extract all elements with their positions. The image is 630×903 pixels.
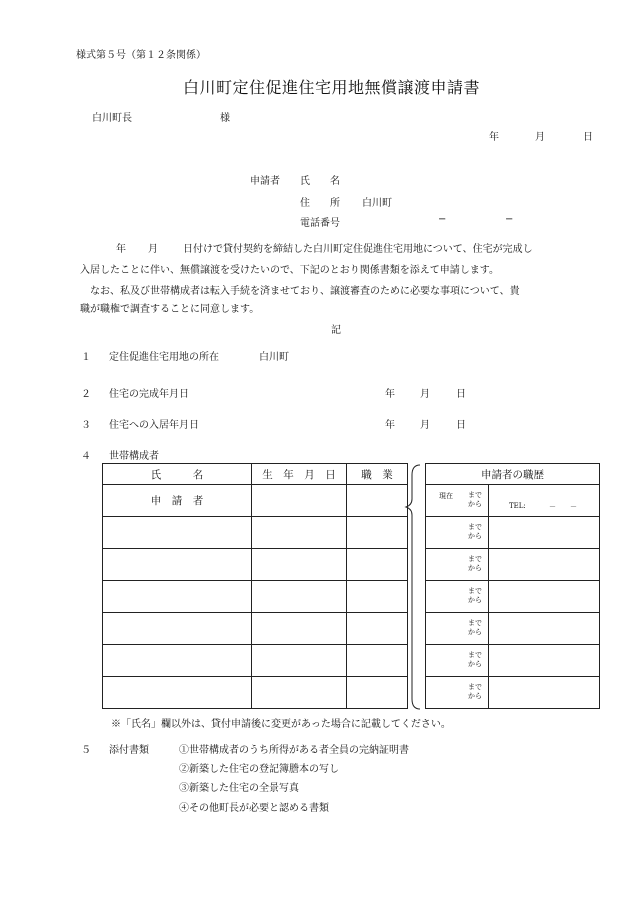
career-period-cell[interactable] (426, 677, 489, 709)
item-3-number: ３ (81, 420, 91, 431)
body-month: 月 (148, 244, 158, 255)
applicant-phone-label: 電話番号 (300, 218, 340, 229)
made-label: まで (468, 555, 482, 563)
household-name-cell[interactable] (103, 677, 252, 709)
career-period-cell[interactable] (426, 613, 489, 645)
item-2-month: 月 (420, 389, 430, 400)
attachment-item: ②新築した住宅の登記簿謄本の写し (179, 764, 339, 775)
item-3-label: 住宅への入居年月日 (109, 420, 199, 431)
made-label: まで (468, 587, 482, 595)
table-row (103, 581, 408, 613)
household-name-cell[interactable] (103, 581, 252, 613)
made-label: まで (468, 619, 482, 627)
kara-label: から (468, 596, 482, 604)
addressee-name: 白川町長 (92, 113, 132, 124)
attachment-item: ④その他町長が必要と認める書類 (179, 803, 329, 814)
table-row (426, 549, 600, 581)
career-detail-cell[interactable] (489, 549, 600, 581)
ki-heading: 記 (331, 325, 341, 336)
household-name-cell[interactable] (103, 549, 252, 581)
tel-label: TEL: (509, 502, 526, 510)
kara-label: から (468, 532, 482, 540)
item-1-number: １ (81, 352, 91, 363)
attachments-label: 添付書類 (109, 745, 149, 756)
item-1-label: 定住促進住宅用地の所在 (109, 352, 219, 363)
household-job-cell[interactable] (347, 677, 408, 709)
household-dob-cell[interactable] (252, 613, 347, 645)
kara-label: から (468, 628, 482, 636)
kara-label: から (468, 692, 482, 700)
body-line-4: 職が職権で調査することに同意します。 (80, 304, 260, 315)
household-header-name: 氏 名 (103, 464, 252, 485)
table-row (426, 645, 600, 677)
applicant-address-label: 住 所 (300, 198, 340, 209)
household-job-cell[interactable] (347, 645, 408, 677)
table-note: ※「氏名」欄以外は、貸付申請後に変更があった場合に記載してください。 (111, 719, 451, 730)
table-row (103, 613, 408, 645)
table-row (103, 517, 408, 549)
household-job-cell[interactable] (347, 613, 408, 645)
date-year: 年 (489, 132, 499, 143)
body-line-2: 入居したことに伴い、無償譲渡を受けたいので、下記のとおり関係書類を添えて申請します。 (80, 265, 499, 276)
career-period-cell[interactable] (426, 485, 489, 517)
applicant-label: 申請者 (250, 176, 280, 187)
table-row (103, 677, 408, 709)
item-2-year: 年 (385, 389, 395, 400)
kara-label: から (468, 500, 482, 508)
household-applicant-cell[interactable]: 申 請 者 (103, 485, 252, 517)
career-header-row (426, 464, 600, 485)
career-table (425, 463, 600, 709)
household-dob-cell[interactable] (252, 485, 347, 517)
career-header: 申請者の職歴 (426, 464, 600, 485)
current-label: 現在 (439, 492, 453, 500)
household-header-row (103, 464, 408, 485)
career-period-cell[interactable] (426, 549, 489, 581)
table-row (426, 613, 600, 645)
made-label: まで (468, 491, 482, 499)
household-table (102, 463, 408, 709)
body-year: 年 (116, 244, 126, 255)
item-1-value: 白川町 (259, 352, 289, 363)
career-detail-cell[interactable] (489, 485, 600, 517)
form-number: 様式第５号（第１２条関係） (76, 50, 206, 61)
item-2-day: 日 (456, 389, 466, 400)
item-2-label: 住宅の完成年月日 (109, 389, 189, 400)
tel-separator: － － (549, 503, 577, 511)
household-name-cell[interactable] (103, 517, 252, 549)
bracket-connector (404, 463, 426, 713)
item-4-label: 世帯構成者 (109, 451, 159, 462)
household-name-cell[interactable] (103, 613, 252, 645)
household-job-cell[interactable] (347, 517, 408, 549)
body-line-1: 日付けで貸付契約を締結した白川町定住促進住宅用地について、住宅が完成し (183, 244, 533, 255)
household-dob-cell[interactable] (252, 645, 347, 677)
addressee-honorific: 様 (220, 113, 230, 124)
household-dob-cell[interactable] (252, 549, 347, 581)
phone-separator-1: − (438, 214, 447, 225)
career-detail-cell[interactable] (489, 645, 600, 677)
attachment-item: ③新築した住宅の全景写真 (179, 783, 299, 794)
household-dob-cell[interactable] (252, 517, 347, 549)
item-2-number: ２ (81, 389, 91, 400)
career-period-cell[interactable] (426, 517, 489, 549)
table-row (426, 677, 600, 709)
made-label: まで (468, 651, 482, 659)
kara-label: から (468, 564, 482, 572)
table-row (426, 485, 600, 517)
page-title: 白川町定住促進住宅用地無償譲渡申請書 (183, 78, 481, 97)
table-row (426, 517, 600, 549)
kara-label: から (468, 660, 482, 668)
item-3-month: 月 (420, 420, 430, 431)
item-3-day: 日 (456, 420, 466, 431)
table-row (103, 549, 408, 581)
household-dob-cell[interactable] (252, 581, 347, 613)
date-month: 月 (535, 132, 545, 143)
item-5-number: ５ (81, 745, 91, 756)
made-label: まで (468, 683, 482, 691)
household-job-cell[interactable] (347, 485, 408, 517)
household-job-cell[interactable] (347, 549, 408, 581)
career-detail-cell[interactable] (489, 517, 600, 549)
applicant-name-label: 氏 名 (300, 176, 340, 187)
attachment-item: ①世帯構成者のうち所得がある者全員の完納証明書 (179, 745, 409, 756)
household-header-job: 職 業 (347, 464, 408, 485)
table-row (426, 581, 600, 613)
phone-separator-2: − (505, 214, 514, 225)
household-job-cell[interactable] (347, 581, 408, 613)
table-row (103, 485, 408, 517)
career-detail-cell[interactable] (489, 581, 600, 613)
career-period-cell[interactable] (426, 581, 489, 613)
table-row (103, 645, 408, 677)
career-period-cell[interactable] (426, 645, 489, 677)
career-detail-cell[interactable] (489, 613, 600, 645)
household-name-cell[interactable] (103, 645, 252, 677)
body-line-3: なお、私及び世帯構成者は転入手続を済ませており、譲渡審査のために必要な事項について、貴 (90, 286, 520, 297)
household-header-dob: 生 年 月 日 (252, 464, 347, 485)
made-label: まで (468, 523, 482, 531)
item-3-year: 年 (385, 420, 395, 431)
applicant-address-value: 白川町 (362, 198, 392, 209)
household-dob-cell[interactable] (252, 677, 347, 709)
item-4-number: ４ (81, 451, 91, 462)
career-detail-cell[interactable] (489, 677, 600, 709)
date-day: 日 (583, 132, 593, 143)
